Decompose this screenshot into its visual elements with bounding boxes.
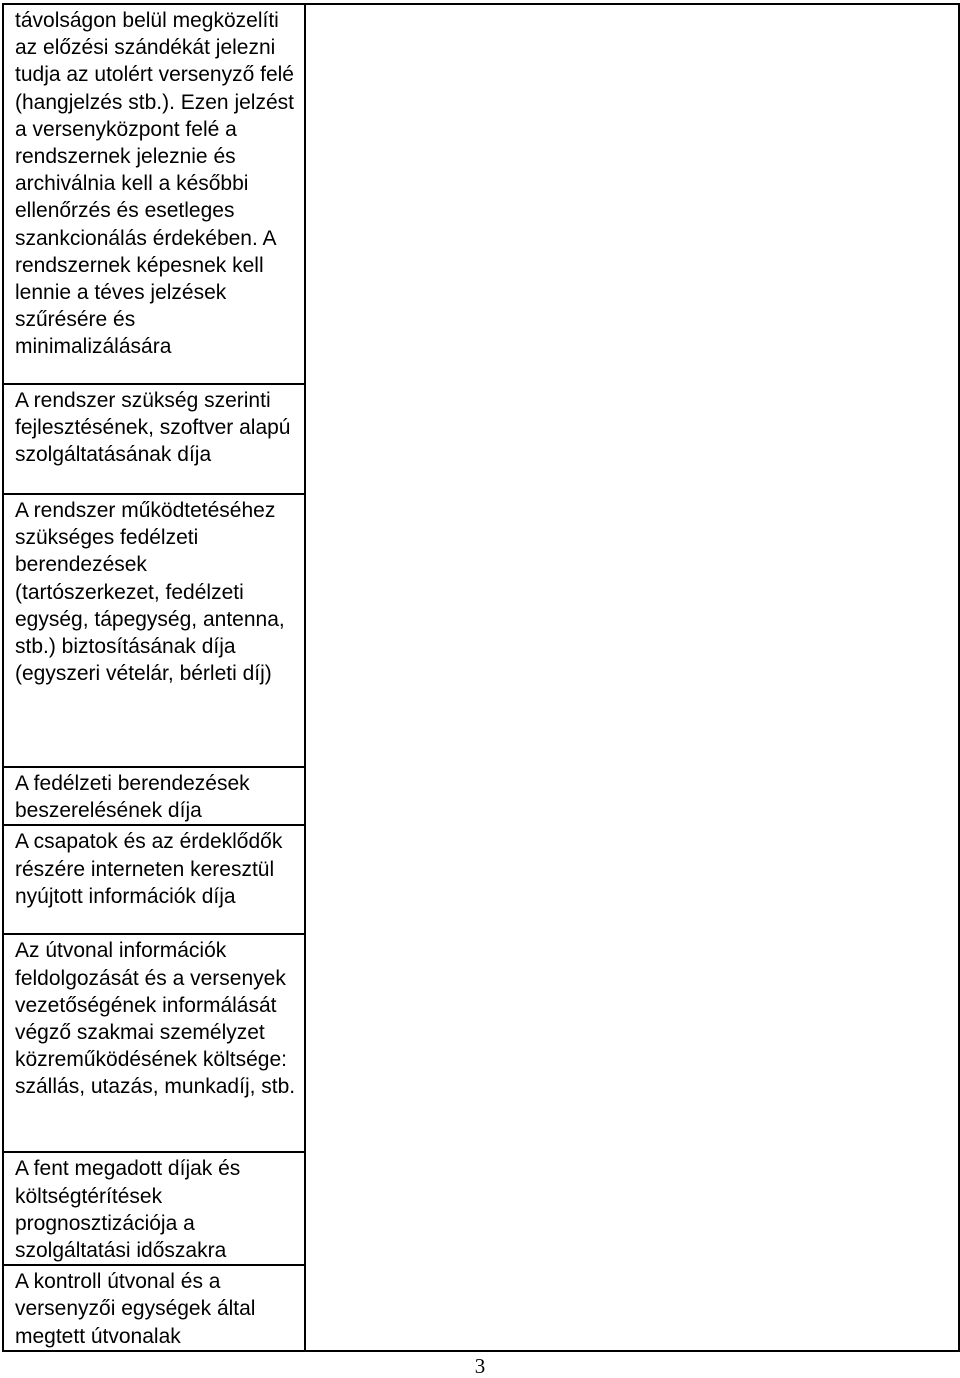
row-label-internet-info-fee: A csapatok és az érdeklődők részére interneten keresztül nyújtott információk díja bbox=[3, 825, 305, 934]
row-label-staff-cost: Az útvonal információk feldolgozását és a versenyek vezetőségének informálását végző szakmai személyzet közreműködésének költsége: szállás, utazás, munkadíj, stb. bbox=[3, 934, 305, 1152]
page-number: 3 bbox=[474, 1354, 486, 1378]
row-label-development-fee: A rendszer szükség szerinti fejlesztésének, szoftver alapú szolgáltatásának díja bbox=[3, 384, 305, 494]
cost-table bbox=[2, 3, 960, 1352]
row-label-forecast: A fent megadott díjak és költségtérítések prognosztizációja a szolgáltatási időszakra bbox=[3, 1152, 305, 1265]
row-value-cell bbox=[305, 4, 959, 1351]
row-label-onboard-equipment-fee: A rendszer működtetéséhez szükséges fedélzeti berendezések (tartószerkezet, fedélzeti egység, tápegység, antenna, stb.) biztosításának díja (egyszeri vételár, bérleti díj) bbox=[3, 494, 305, 767]
row-label-control-route: A kontroll útvonal és a versenyzői egységek által megtett útvonalak bbox=[3, 1265, 305, 1351]
table-row bbox=[3, 4, 959, 384]
row-label-overtake-signal: távolságon belül megközelíti az előzési szándékát jelezni tudja az utolért versenyző felé (hangjelzés stb.). Ezen jelzést a versenyközpont felé a rendszernek jeleznie és archiválnia kell a későbbi ellenőrzés és esetleges szankcionálás érdekében. A rendszernek képesnek kell lennie a téves jelzések szűrésére és minimalizálására bbox=[3, 4, 305, 384]
row-label-installation-fee: A fedélzeti berendezések beszerelésének díja bbox=[3, 767, 305, 825]
